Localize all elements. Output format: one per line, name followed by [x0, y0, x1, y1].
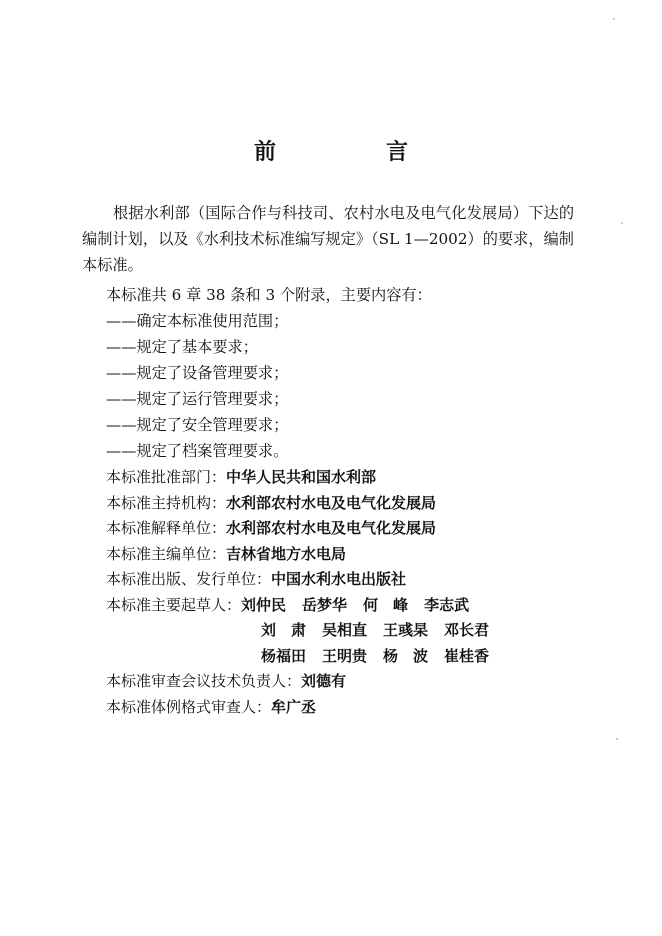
summary-section	[82, 282, 574, 464]
interpret-label: 本标准解释单位：	[106, 519, 227, 537]
editor-value: 吉林省地方水电局	[226, 544, 347, 563]
drafter-name: 邓长君	[444, 621, 490, 639]
drafter-name: 杨 波	[383, 646, 429, 665]
scan-speck	[621, 222, 623, 224]
approval-row	[106, 465, 576, 491]
drafters-row	[106, 618, 576, 644]
summary-item: ——规定了安全管理要求；	[106, 416, 289, 434]
editor-row	[106, 542, 576, 568]
credits-section	[106, 465, 576, 720]
drafter-name: 何 峰	[363, 595, 409, 614]
drafter-name: 刘仲民	[241, 595, 287, 614]
drafter-name: 杨福田	[261, 646, 307, 665]
summary-item: ——确定本标准使用范围；	[106, 312, 289, 330]
page-title: 前 言	[253, 139, 452, 165]
drafter-name: 崔桂香	[444, 646, 490, 665]
publisher-value: 中国水利水电出版社	[271, 570, 407, 588]
approval-value: 中华人民共和国水利部	[226, 468, 377, 486]
summary-intro: 本标准共 6 章 38 条和 3 个附录，主要内容有：	[106, 286, 432, 304]
drafters-label: 本标准主要起草人：	[106, 595, 242, 614]
editor-label: 本标准主编单位：	[106, 544, 227, 563]
review-row	[106, 669, 576, 695]
summary-item: ——规定了档案管理要求。	[106, 442, 289, 460]
drafter-name: 王明贵	[322, 646, 368, 665]
host-value: 水利部农村水电及电气化发展局	[226, 493, 437, 512]
host-row	[106, 491, 576, 517]
intro-paragraph	[82, 200, 574, 278]
publisher-label: 本标准出版、发行单位：	[106, 570, 272, 588]
format-row	[106, 695, 576, 721]
drafters-row	[106, 593, 576, 619]
summary-item: ——规定了运行管理要求；	[106, 390, 289, 408]
format-label: 本标准体例格式审查人：	[106, 697, 272, 716]
summary-item: ——规定了基本要求；	[106, 338, 258, 356]
drafter-name: 刘 肃	[261, 621, 307, 639]
drafter-name: 岳梦华	[302, 595, 348, 614]
format-value: 牟广丞	[271, 697, 317, 716]
interpret-row	[106, 516, 576, 542]
review-value: 刘德有	[301, 672, 347, 690]
publisher-row	[106, 567, 576, 593]
scan-speck	[613, 18, 615, 20]
drafters-row	[106, 644, 576, 670]
intro-text: 根据水利部（国际合作与科技司、农村水电及电气化发展局）下达的编制计划，以及《水利技术标准编写规定》（SL 1—2002）的要求，编制本标准。	[82, 204, 574, 274]
summary-item: ——规定了设备管理要求；	[106, 364, 289, 382]
approval-label: 本标准批准部门：	[106, 468, 227, 486]
interpret-value: 水利部农村水电及电气化发展局	[226, 519, 437, 537]
review-label: 本标准审查会议技术负责人：	[106, 672, 302, 690]
drafter-name: 李志武	[424, 595, 470, 614]
drafter-name: 王彧杲	[383, 621, 429, 639]
host-label: 本标准主持机构：	[106, 493, 227, 512]
drafter-name: 吴相直	[322, 621, 368, 639]
scan-speck	[616, 738, 618, 740]
